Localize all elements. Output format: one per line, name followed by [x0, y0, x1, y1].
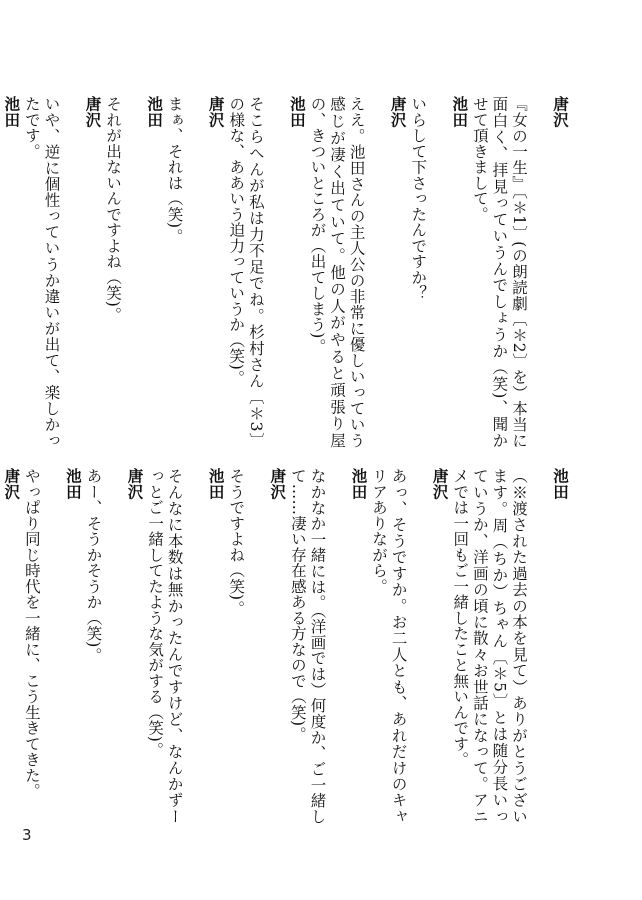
speaker-name: 池田 — [2, 96, 22, 128]
dialogue-line: まぁ、それは（笑)。 — [165, 96, 184, 245]
dialogue-turn — [21, 468, 83, 824]
speaker-name: 池田 — [450, 96, 470, 128]
dialogue-turn — [144, 468, 225, 824]
dialogue-line: （※渡された過去の本を見て）ありがとうございます。周（ちか）ちゃん〔＊5〕とは随分長いっていうか、洋画の頃に散々お世話になって。アニメでは一回もご一緒したこと無いんです。 — [451, 468, 528, 824]
dialogue-turn — [469, 96, 570, 448]
dialogue-turn — [21, 96, 102, 448]
dialogue-line: あっ、そうですか。お二人とも、あれだけのキャリアありながら。 — [370, 468, 408, 824]
speaker-name: 唐沢 — [388, 96, 408, 128]
dialogue-upper-block — [2, 96, 570, 448]
dialogue-turn — [408, 96, 470, 448]
dialogue-turn — [450, 468, 570, 824]
speaker-name: 唐沢 — [125, 468, 145, 500]
page-number: 3 — [22, 826, 32, 844]
speaker-name: 唐沢 — [206, 96, 226, 128]
speaker-name: 唐沢 — [430, 468, 450, 500]
dialogue-line: あー、そうかそうか（笑)。 — [84, 468, 103, 664]
dialogue-line: そんなに本数は無かったんですけど、なんかずーっとご一緒してたような気がする（笑)。 — [146, 468, 184, 824]
speaker-name: 唐沢 — [551, 96, 570, 128]
dialogue-line: なかなか一緒には。（洋画では）何度か、ご一緒して……凄い存在感ある方なので（笑)。 — [288, 468, 327, 824]
dialogue-turn — [0, 96, 21, 448]
dialogue-turn — [102, 96, 164, 448]
speaker-name: 唐沢 — [268, 468, 288, 500]
dialogue-line: 『女の一生』〔＊1〕(の朗読劇〔＊2〕を）本当に面白く、拝見っていうんでしょうか（笑)、聞かせて頂きまして。 — [470, 96, 528, 448]
dialogue-turn — [164, 96, 226, 448]
speaker-name: 池田 — [551, 468, 570, 500]
dialogue-turn — [307, 96, 408, 448]
speaker-name: 唐沢 — [83, 96, 103, 128]
dialogue-line: それが出ないんですよね（笑)。 — [104, 96, 123, 323]
speaker-name: 池田 — [206, 468, 226, 500]
dialogue-line: そうですよね（笑)。 — [227, 468, 246, 617]
dialogue-line: いらして下さったんですか？ — [409, 96, 428, 301]
dialogue-lower-block — [2, 468, 570, 824]
dialogue-turn — [226, 468, 288, 824]
dialogue-turn — [83, 468, 145, 824]
dialogue-turn — [287, 468, 368, 824]
dialogue-line: ええ。池田さんの主人公の非常に優しいっていう感じが凄く出ていて。他の人がやると頑張り屋の、きついところが（出てしまう)。 — [308, 96, 366, 448]
dialogue-turn — [0, 468, 21, 824]
dialogue-turn — [368, 468, 449, 824]
speaker-name: 池田 — [287, 96, 307, 128]
speaker-name: 池田 — [63, 468, 83, 500]
dialogue-turn — [226, 96, 307, 448]
dialogue-line: そこらへんが私は力不足でね。杉村さん〔＊3〕の様な、ああいう迫力っていうか（笑)。 — [227, 96, 265, 448]
speaker-name: 池田 — [145, 96, 165, 128]
dialogue-line: いや、逆に個性っていうか違いが出て、楽しかったです。 — [22, 96, 61, 448]
speaker-name: 唐沢 — [2, 468, 22, 500]
speaker-name: 池田 — [349, 468, 369, 500]
dialogue-line: やっぱり同じ時代を一緒に、こう生きてきた。 — [22, 468, 41, 799]
